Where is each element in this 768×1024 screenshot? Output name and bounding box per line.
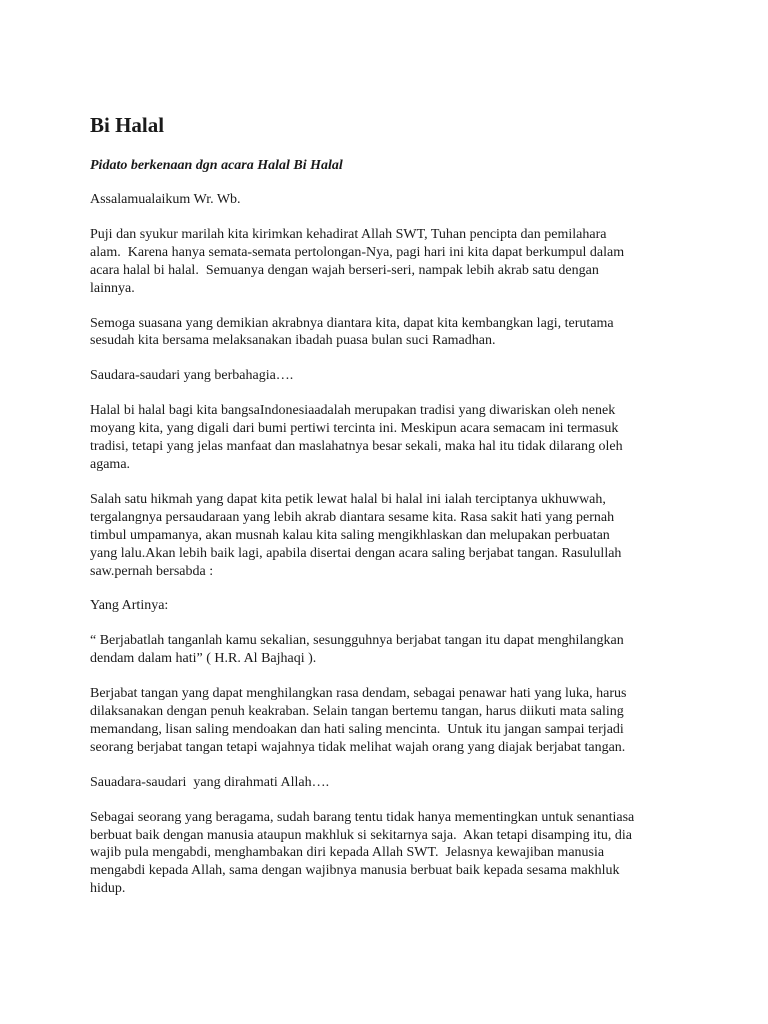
page-subtitle: Pidato berkenaan dgn acara Halal Bi Halal: [90, 158, 343, 173]
paragraph-line: Puji dan syukur marilah kita kirimkan kehadirat Allah SWT, Tuhan pencipta dan pemilahara: [90, 226, 607, 242]
paragraph-line: yang lalu.Akan lebih baik lagi, apabila disertai dengan acara saling berjabat tangan. Rasulullah: [90, 545, 622, 561]
paragraph: [90, 315, 690, 351]
paragraph-line: Semoga suasana yang demikian akrabnya diantara kita, dapat kita kembangkan lagi, terutama: [90, 315, 614, 331]
paragraph-line: wajib pula mengabdi, menghambakan diri kepada Allah SWT. Jelasnya kewajiban manusia: [90, 845, 605, 861]
paragraph-line: sesudah kita bersama melaksanakan ibadah puasa bulan suci Ramadhan.: [90, 333, 496, 349]
paragraph: [90, 774, 690, 792]
paragraph-line: acara halal bi halal. Semuanya dengan wajah berseri-seri, nampak lebih akrab satu dengan: [90, 262, 599, 278]
paragraph: [90, 191, 690, 209]
paragraph-line: Halal bi halal bagi kita bangsaIndonesiaadalah merupakan tradisi yang diwariskan oleh nenek: [90, 403, 616, 419]
paragraph-line: Sebagai seorang yang beragama, sudah barang tentu tidak hanya mementingkan untuk senantiasa: [90, 809, 635, 825]
paragraph-line: lainnya.: [90, 280, 135, 296]
paragraph-line: Assalamualaikum Wr. Wb.: [90, 192, 241, 207]
paragraph-line: dilaksanakan dengan penuh keakraban. Selain tangan bertemu tangan, harus diikuti mata saling: [90, 704, 624, 720]
paragraph-line: Salah satu hikmah yang dapat kita petik lewat halal bi halal ini ialah terciptanya ukhuwwah,: [90, 491, 606, 507]
paragraph-line: Yang Artinya:: [90, 598, 169, 614]
paragraph-line: berbuat baik dengan manusia ataupun makhluk si sekitarnya saja. Akan tetapi disamping itu, dia: [90, 827, 632, 843]
paragraph: [90, 226, 690, 298]
paragraph-line: mengabdi kepada Allah, sama dengan wajibnya manusia berbuat baik kepada sesama makhluk: [90, 863, 620, 879]
paragraph-line: Saudara-saudari yang berbahagia….: [90, 368, 294, 384]
paragraph: [90, 685, 690, 757]
paragraph: [90, 491, 690, 581]
paragraph-line: memandang, lisan saling mendoakan dan hati saling mencinta. Untuk itu jangan sampai terjadi: [90, 721, 624, 737]
paragraph-line: Berjabat tangan yang dapat menghilangkan rasa dendam, sebagai penawar hati yang luka, harus: [90, 686, 627, 702]
document-body: [90, 112, 690, 915]
page-title: Bi Halal: [90, 113, 165, 137]
paragraph: [90, 632, 690, 668]
paragraph-line: timbul umpamanya, akan musnah kalau kita saling mengikhlaskan dan melupakan perbuatan: [90, 527, 610, 543]
paragraph: [90, 597, 690, 615]
paragraph: [90, 809, 690, 899]
paragraph-line: saw.pernah bersabda :: [90, 563, 214, 579]
paragraph-line: Sauadara-saudari yang dirahmati Allah….: [90, 774, 330, 790]
paragraph-line: alam. Karena hanya semata-semata pertolongan-Nya, pagi hari ini kita dapat berkumpul dalam: [90, 244, 625, 260]
paragraph-list: [90, 191, 690, 898]
paragraph-line: “ Berjabatlah tanganlah kamu sekalian, sesungguhnya berjabat tangan itu dapat menghilangkan: [90, 633, 624, 649]
paragraph-line: agama.: [90, 456, 131, 472]
paragraph-line: moyang kita, yang digali dari bumi pertiwi tercinta ini. Meskipun acara semacam ini termasuk: [90, 421, 619, 437]
paragraph-line: dendam dalam hati” ( H.R. Al Bajhaqi ).: [90, 651, 317, 667]
paragraph-line: hidup.: [90, 881, 126, 897]
paragraph: [90, 402, 690, 474]
paragraph-line: tradisi, tetapi yang jelas manfaat dan maslahatnya besar sekali, maka hal itu tidak dilarang oleh: [90, 439, 623, 455]
paragraph: [90, 367, 690, 385]
paragraph-line: seorang berjabat tangan tetapi wajahnya tidak melihat wajah orang yang diajak berjabat tangan.: [90, 739, 626, 755]
paragraph-line: tergalangnya persaudaraan yang lebih akrab diantara sesame kita. Rasa sakit hati yang pernah: [90, 509, 615, 525]
